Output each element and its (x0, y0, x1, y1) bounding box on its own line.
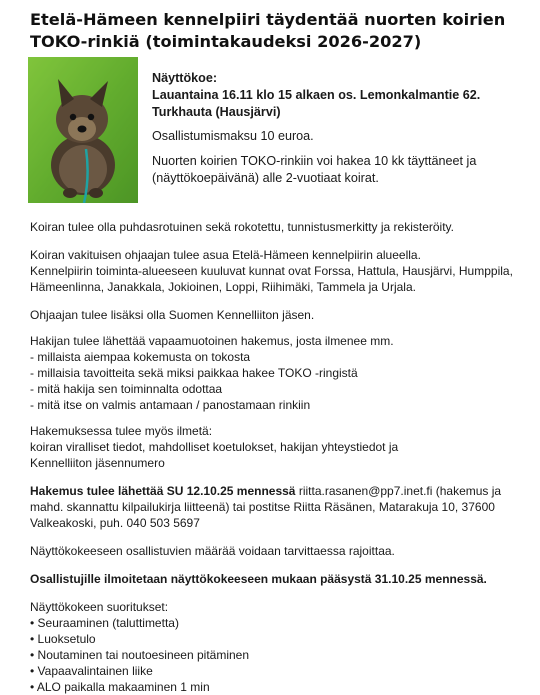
paragraph-notification: Osallistujille ilmoitetaan näyttökokeeseen mukaan pääsystä 31.10.25 mennessä. (30, 572, 487, 586)
exercise-item: • Noutaminen tai noutoesineen pitäminen (30, 648, 250, 662)
exercise-item: • Luoksetulo (30, 632, 96, 646)
info-eligibility: Nuorten koirien TOKO-rinkiin voi hakea 10 kk täyttäneet ja (näyttökoepäivänä) alle 2-vuotiaat koirat. (152, 154, 477, 185)
paragraph-membership: Ohjaajan tulee lisäksi olla Suomen Kennelliiton jäsen. (30, 308, 315, 322)
application-item: - millaista aiempaa kokemusta on tokosta (30, 350, 251, 364)
dog-photo (28, 57, 138, 203)
bullet-icon: • (30, 632, 35, 646)
exercise-item: • Vapaavalintainen liike (30, 664, 153, 678)
document-body (30, 219, 520, 695)
paragraph-application-contents-3: Kennelliiton jäsennumero (30, 456, 165, 470)
application-item: - mitä hakija sen toiminnalta odottaa (30, 382, 223, 396)
exercise-item: • ALO paikalla makaaminen 1 min (30, 680, 210, 694)
exercise-item: • Seuraaminen (taluttimetta) (30, 616, 179, 630)
paragraph-application-intro: Hakijan tulee lähettää vapaamuotoinen hakemus, josta ilmenee mm. (30, 334, 394, 348)
paragraph-application-contents-2: koiran viralliset tiedot, mahdolliset koetulokset, hakijan yhteystiedot ja (30, 440, 399, 454)
bullet-icon: • (30, 648, 35, 662)
paragraph-residence-2: Kennelpiirin toiminta-alueeseen kuuluvat kunnat ovat Forssa, Hattula, Hausjärvi, Humppila, (30, 264, 513, 278)
title-line-2: TOKO-rinkiä (toimintakaudeksi 2026-2027) (30, 32, 422, 51)
paragraph-residence-1: Koiran vakituisen ohjaajan tulee asua Etelä-Hämeen kennelpiirin alueella. (30, 248, 421, 262)
test-info (152, 70, 522, 187)
info-place: Turkhauta (Hausjärvi) (152, 105, 281, 119)
paragraph-deadline-2: mahd. skannattu kilpailukirja liitteenä) tai postitse Riitta Räsänen, Matarakuja 10, 37600 (30, 500, 495, 514)
title-line-1: Etelä-Hämeen kennelpiiri täydentää nuorten koirien (30, 10, 506, 29)
application-item: - mitä itse on valmis antamaan / panostamaan rinkiin (30, 398, 311, 412)
dog-on-grass-image (28, 57, 138, 203)
page-title (30, 9, 520, 53)
bullet-icon: • (30, 616, 35, 630)
paragraph-application-contents-1: Hakemuksessa tulee myös ilmetä: (30, 424, 213, 438)
paragraph-deadline-3: Valkeakoski, puh. 040 503 5697 (30, 516, 200, 530)
contact-email: riitta.rasanen@pp7.inet.fi (hakemus ja (295, 484, 502, 498)
paragraph-requirements: Koiran tulee olla puhdasrotuinen sekä rokotettu, tunnistusmerkitty ja rekisteröity. (30, 220, 454, 234)
exercises-heading: Näyttökokeen suoritukset: (30, 600, 169, 614)
paragraph-deadline-1 (30, 483, 520, 499)
bullet-icon: • (30, 664, 35, 678)
application-item: - millaisia tavoitteita sekä miksi paikkaa hakee TOKO -ringistä (30, 366, 358, 380)
info-heading: Näyttökoe: (152, 71, 218, 85)
deadline-emphasis: Hakemus tulee lähettää SU 12.10.25 mennessä (30, 484, 296, 498)
bullet-icon: • (30, 680, 35, 694)
paragraph-residence-3: Hämeenlinna, Janakkala, Jokioinen, Loppi, Riihimäki, Tammela ja Urjala. (30, 280, 416, 294)
paragraph-limit: Näyttökokeeseen osallistuvien määrää voidaan tarvittaessa rajoittaa. (30, 544, 395, 558)
info-date: Lauantaina 16.11 klo 15 alkaen os. Lemonkalmantie 62. (152, 88, 481, 102)
info-fee: Osallistumismaksu 10 euroa. (152, 129, 314, 143)
